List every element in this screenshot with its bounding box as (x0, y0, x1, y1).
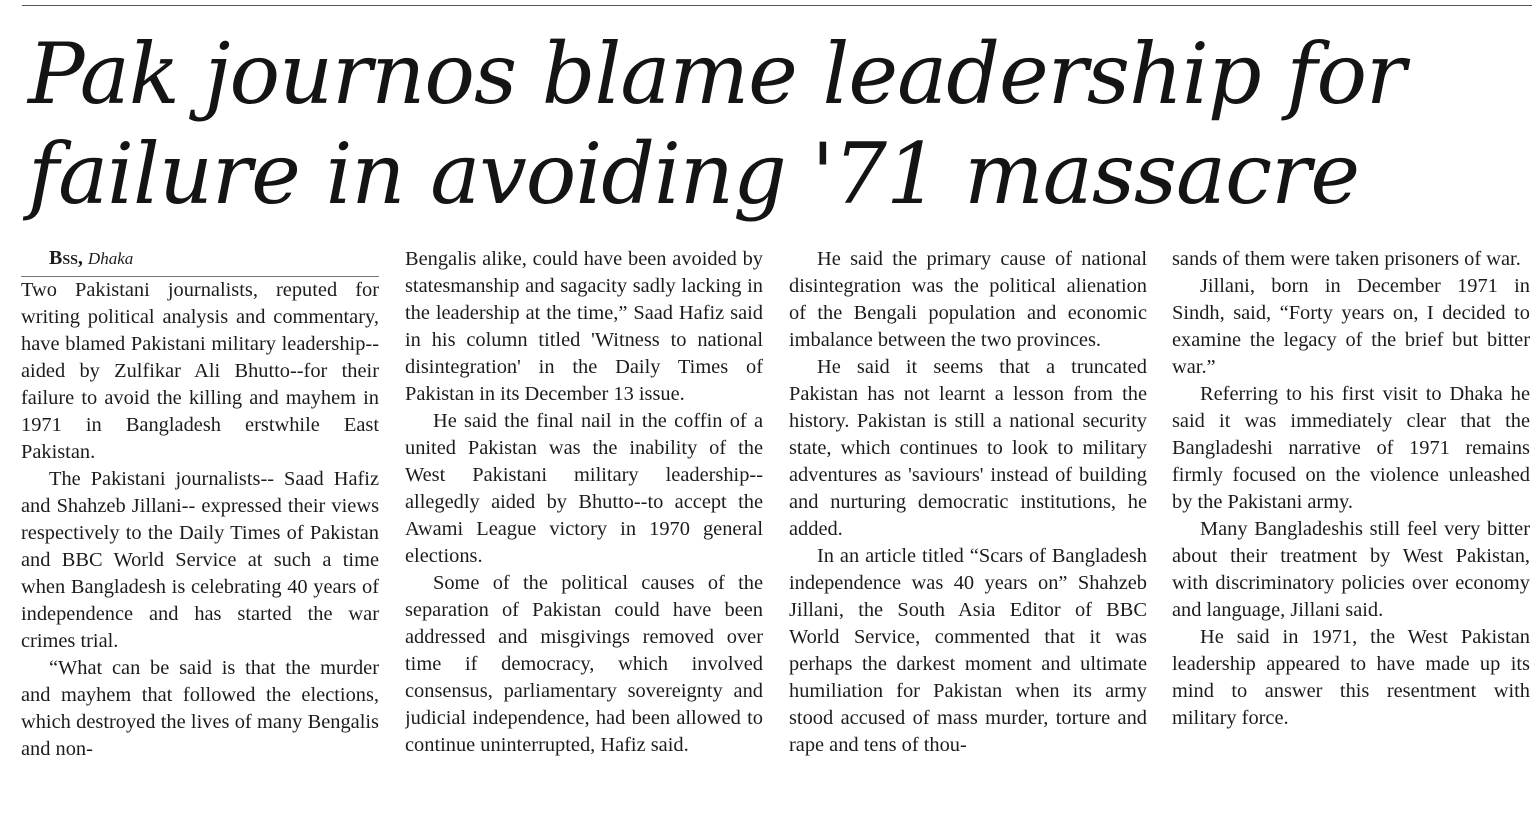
paragraph: Many Bangladeshis still feel very bitter about their treatment by West Pakistan, with discriminatory policies over economy and language, Jillani said. (1172, 518, 1530, 621)
byline (21, 246, 379, 277)
paragraph: He said it seems that a truncated Pakistan has not learnt a lesson from the history. Pakistan is still a national security state, which continues to look to military adventures as 'saviours' instead of building and nurturing democratic institutions, he added. (789, 356, 1147, 540)
byline-agency: Bss, (49, 247, 83, 269)
article-column-4 (1172, 246, 1530, 832)
paragraph: Referring to his first visit to Dhaka he said it was immediately clear that the Bangladeshi narrative of 1971 remains firmly focused on the violence unleashed by the Pakistani army. (1172, 383, 1530, 513)
paragraph: Two Pakistani journalists, reputed for writing political analysis and commentary, have blamed Pakistani military leadership--aided by Zulfikar Ali Bhutto--for their failure to avoid the killing and mayhem in 1971 in Bangladesh erstwhile East Pakistan. (21, 279, 379, 463)
article-column-3 (789, 246, 1147, 832)
headline (28, 24, 1528, 224)
paragraph: In an article titled “Scars of Bangladesh independence was 40 years on” Shahzeb Jillani, the South Asia Editor of BBC World Service, commented that it was perhaps the darkest moment and ultimate humiliation for Pakistan when its army stood accused of mass murder, torture and rape and tens of thou- (789, 545, 1147, 756)
article-column-1 (21, 246, 379, 832)
paragraph: “What can be said is that the murder and mayhem that followed the elections, which destroyed the lives of many Bengalis and non- (21, 657, 379, 760)
paragraph: sands of them were taken prisoners of war. (1172, 248, 1521, 270)
top-rule (22, 5, 1532, 6)
article-column-2 (405, 246, 763, 832)
paragraph: He said in 1971, the West Pakistan leadership appeared to have made up its mind to answer this resentment with military force. (1172, 626, 1530, 729)
paragraph: Some of the political causes of the separation of Pakistan could have been addressed and misgivings removed over time if democracy, which involved consensus, parliamentary sovereignty and judicial independence, had been allowed to continue uninterrupted, Hafiz said. (405, 572, 763, 756)
byline-place: Dhaka (87, 249, 134, 268)
headline-line-2: failure in avoiding '71 massacre (28, 125, 1360, 223)
paragraph: He said the final nail in the coffin of a united Pakistan was the inability of the West Pakistani military leadership--allegedly aided by Bhutto--to accept the Awami League victory in 1970 general elections. (405, 410, 763, 567)
headline-line-1: Pak journos blame leadership for (28, 25, 1406, 123)
paragraph: Jillani, born in December 1971 in Sindh, said, “Forty years on, I decided to examine the legacy of the brief but bitter war.” (1172, 275, 1530, 378)
paragraph: Bengalis alike, could have been avoided by statesmanship and sagacity sadly lacking in the leadership at the time,” Saad Hafiz said in his column titled 'Witness to national disintegration' in the Daily Times of Pakistan in its December 13 issue. (405, 248, 763, 405)
paragraph: The Pakistani journalists-- Saad Hafiz and Shahzeb Jillani-- expressed their views respectively to the Daily Times of Pakistan and BBC World Service at such a time when Bangladesh is celebrating 40 years of independence and has started the war crimes trial. (21, 468, 379, 652)
paragraph: He said the primary cause of national disintegration was the political alienation of the Bengali population and economic imbalance between the two provinces. (789, 248, 1147, 351)
